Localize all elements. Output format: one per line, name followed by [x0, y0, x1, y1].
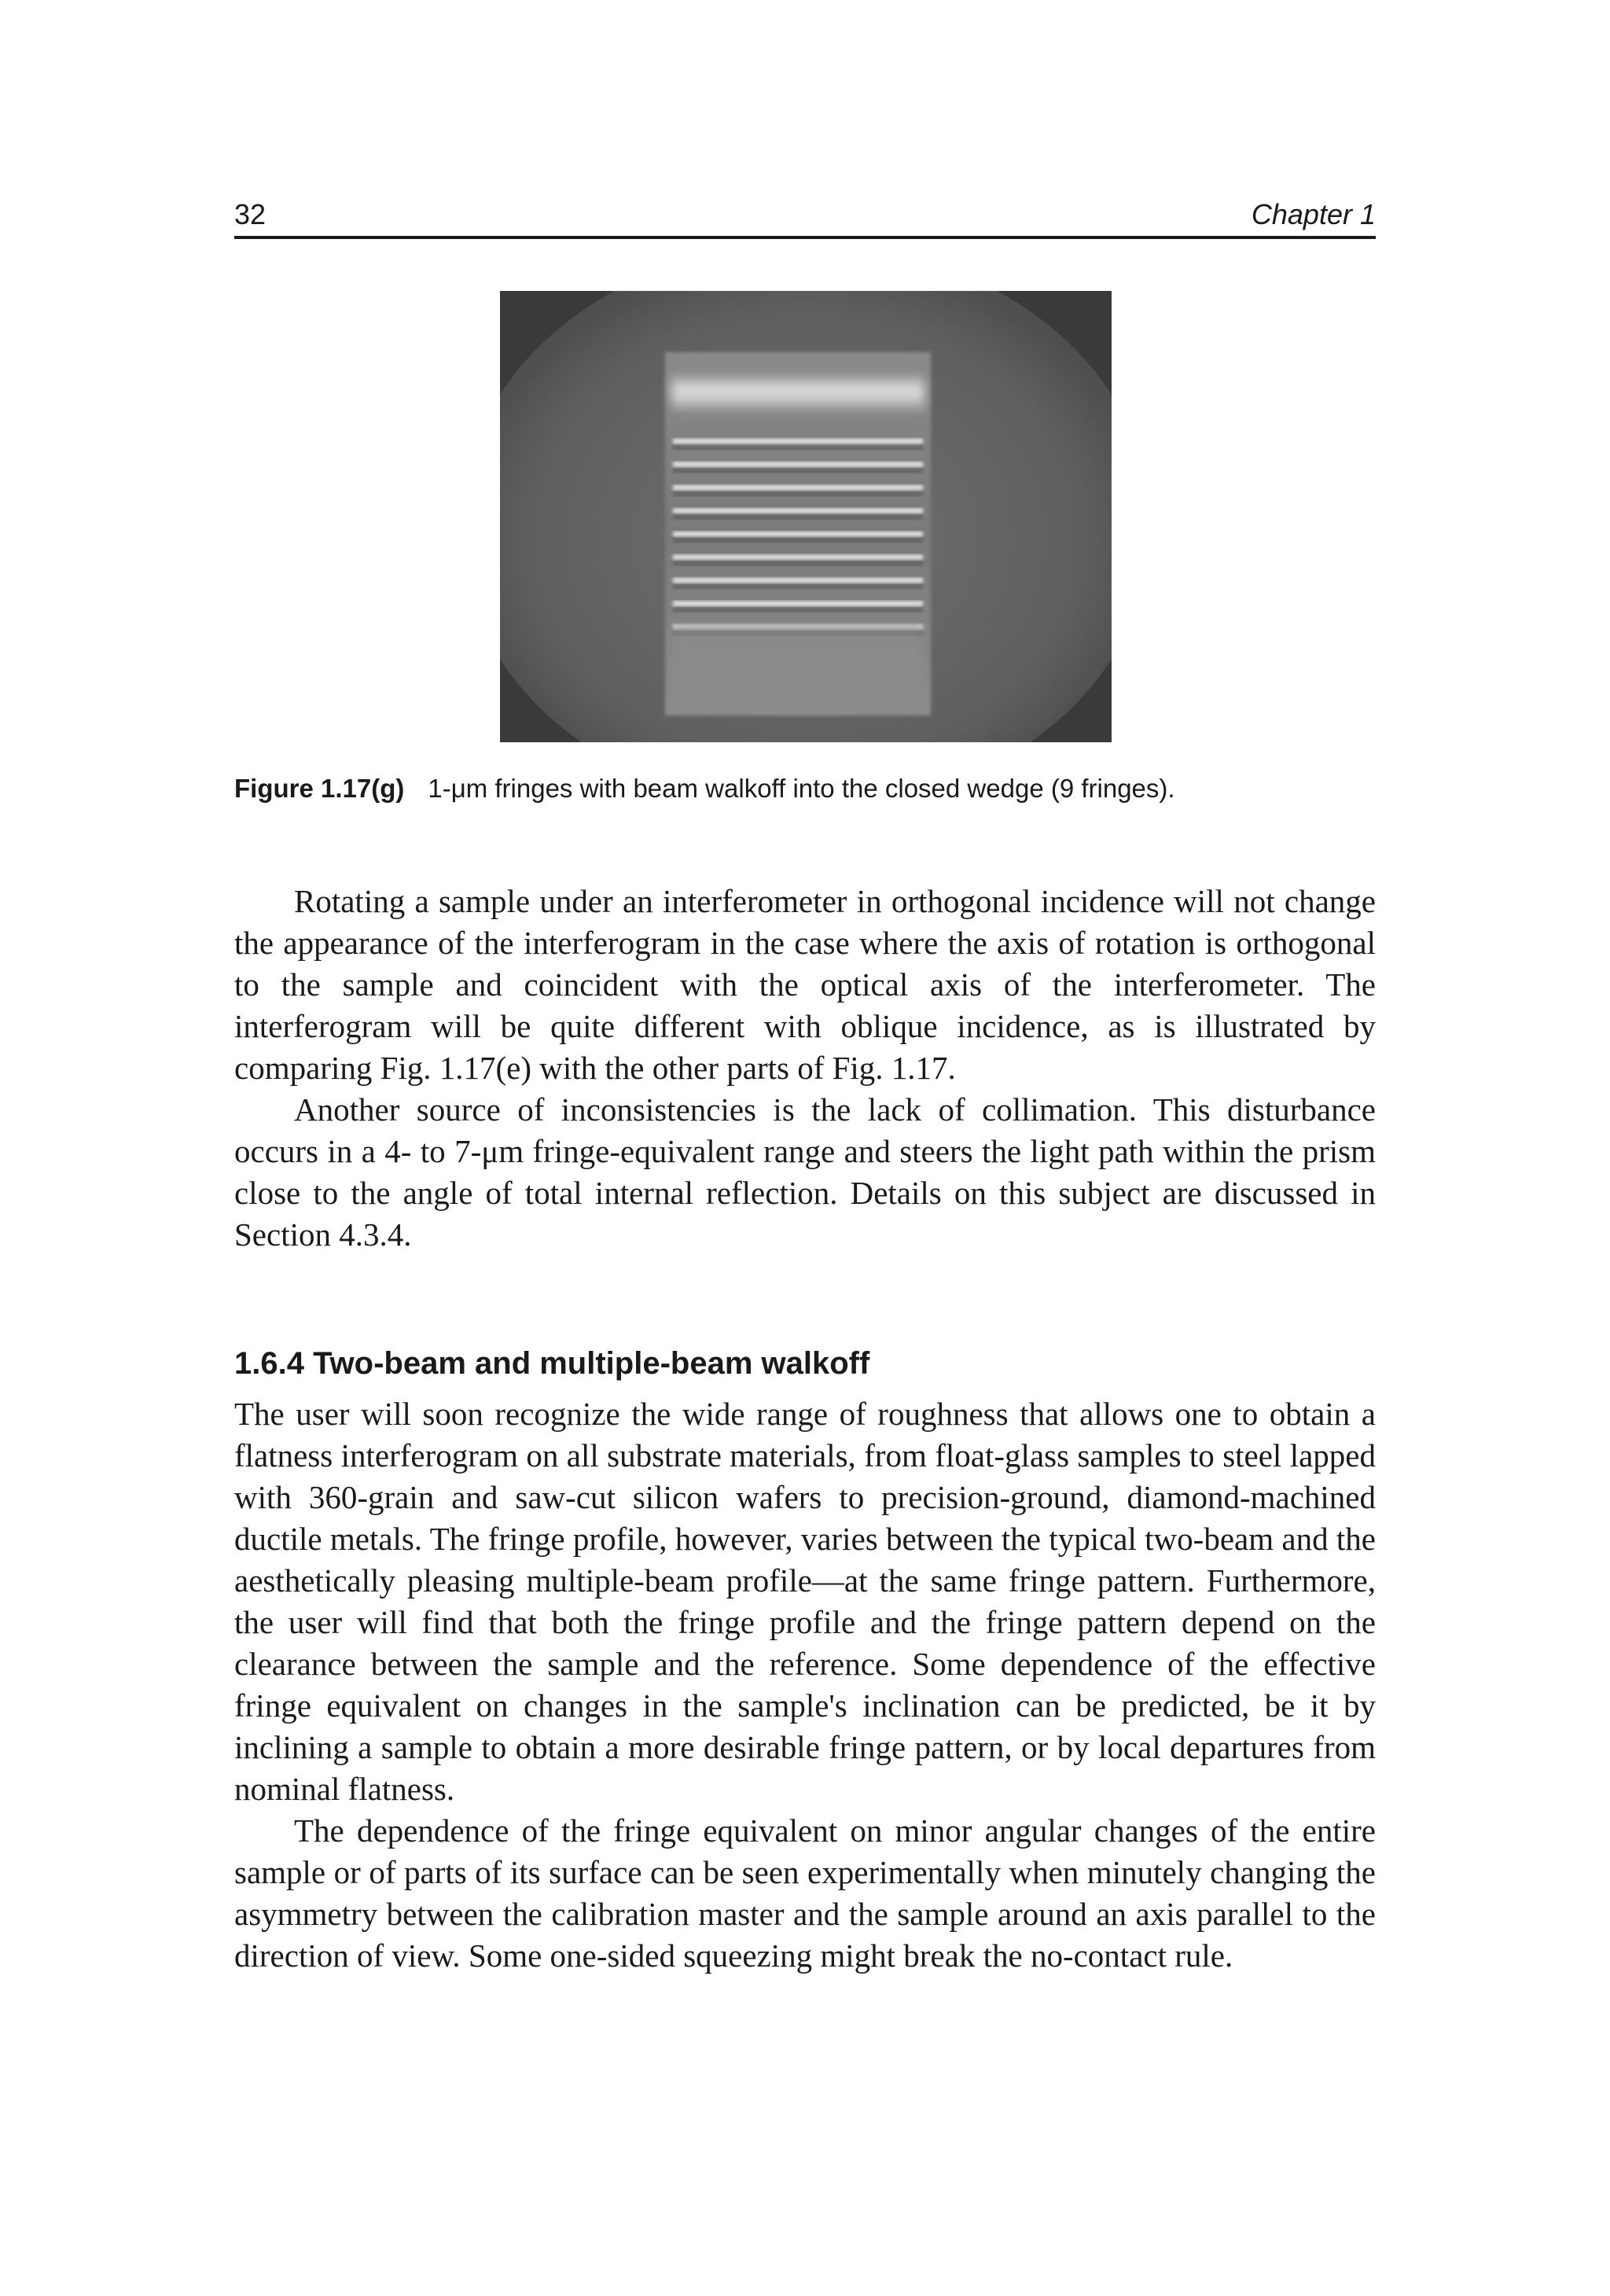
paragraph-rotation: Rotating a sample under an interferometer in orthogonal incidence will not change the appearance of the interferogram in the case where the axis of rotation is orthogonal to the sample and coincident with the optical axis of the interferometer. The interferogram will be quite different with oblique incidence, as is illustrated by comparing Fig. 1.17(e) with the other parts of Fig. 1.17.: [234, 883, 1376, 1086]
fringe-dark-band: [673, 516, 923, 520]
fringe-dark-band: [673, 585, 923, 589]
running-head: [234, 195, 1376, 239]
figure-caption-text: 1-μm fringes with beam walkoff into the closed wedge (9 fringes).: [428, 774, 1175, 803]
fringe-dark-band: [673, 609, 923, 613]
fringe-line: [673, 439, 923, 443]
fringe-dark-band: [673, 446, 923, 450]
lower-haze: [673, 621, 923, 692]
fringe-line: [673, 555, 923, 560]
fringe-dark-band: [673, 469, 923, 473]
chapter-label: Chapter 1: [1251, 198, 1376, 230]
fringe-line: [673, 485, 923, 490]
interferogram-figure: [500, 291, 1112, 742]
fringe-line: [673, 578, 923, 583]
figure-caption: [234, 774, 1376, 804]
fringe-line: [673, 462, 923, 467]
fringe-dark-band: [673, 539, 923, 543]
section-heading: 1.6.4 Two-beam and multiple-beam walkoff: [234, 1346, 870, 1381]
fringe-dark-band: [673, 492, 923, 496]
figure-label: Figure 1.17(g): [234, 774, 405, 803]
page-number: 32: [234, 198, 266, 230]
intro-text: [234, 881, 1376, 1256]
fringe-line: [673, 532, 923, 536]
book-page: [234, 0, 1376, 2296]
interferogram-image: [500, 291, 1112, 742]
paragraph-collimation: Another source of inconsistencies is the lack of collimation. This disturbance occurs in a 4- to 7-μm fringe-equivalent range and steers the light path within the prism close to the angle of total internal reflection. Details on this subject are discussed in Section 4.3.4.: [234, 1091, 1376, 1253]
fringe-line: [673, 602, 923, 606]
fringe-line: [673, 509, 923, 513]
paragraph-fringe-equivalent: The dependence of the fringe equivalent on minor angular changes of the entire sample or of parts of its surface can be seen experimentally when minutely changing the asymmetry between the calibration master and the sample around an axis parallel to the direction of view. Some one-sided squeezing might break the no-contact rule.: [234, 1812, 1376, 1974]
fringe-dark-band: [673, 562, 923, 566]
section-text: [234, 1393, 1376, 1977]
walkoff-band: [671, 376, 924, 410]
paragraph-roughness: The user will soon recognize the wide range of roughness that allows one to obtain a flatness interferogram on all substrate materials, from float-glass samples to steel lapped with 360-grain and saw-cut silicon wafers to precision-ground, diamond-machined ductile metals. The fringe profile, however, varies between the typical two-beam and the aesthetically pleasing multiple-beam profile—at the same fringe pattern. Furthermore, the user will find that both the fringe profile and the fringe pattern depend on the clearance between the sample and the reference. Some dependence of the effective fringe equivalent on changes in the sample's inclination can be predicted, be it by inclining a sample to obtain a more desirable fringe pattern, or by local departures from nominal flatness.: [234, 1396, 1376, 1807]
